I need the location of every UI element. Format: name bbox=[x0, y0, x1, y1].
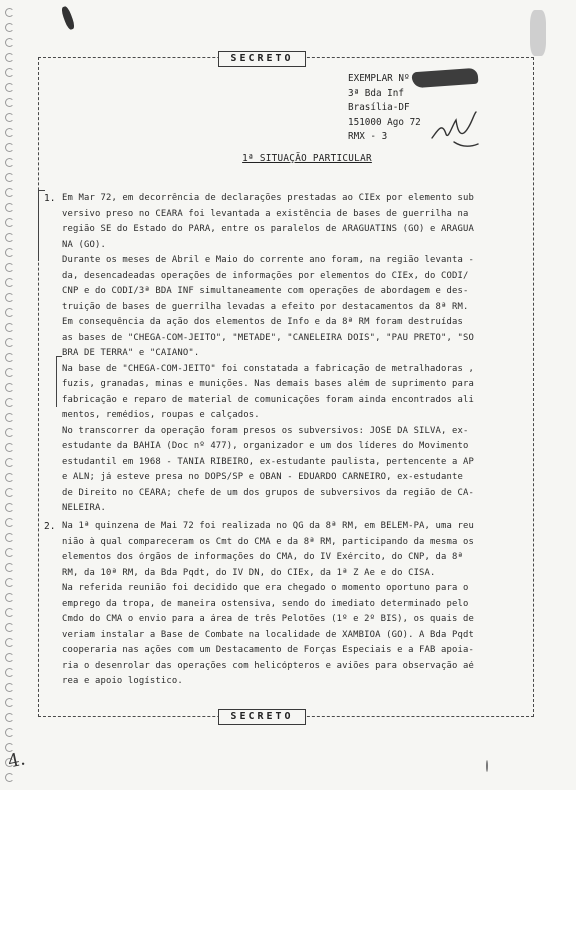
binding-ring bbox=[5, 8, 14, 17]
binding-ring bbox=[5, 623, 14, 632]
binding-ring bbox=[5, 293, 14, 302]
binding-ring bbox=[5, 713, 14, 722]
binding-ring bbox=[5, 308, 14, 317]
ink-mark bbox=[486, 760, 488, 772]
datetime-label: 151000 Ago 72 bbox=[348, 116, 421, 128]
binding-ring bbox=[5, 698, 14, 707]
paragraph-number: 1. bbox=[44, 193, 56, 204]
binding-ring bbox=[5, 68, 14, 77]
binding-ring bbox=[5, 128, 14, 137]
text-line: cooperaria nas ações com um Destacamento de Forças Especiais e a FAB apoia- bbox=[62, 645, 474, 655]
text-line: mentos, remédios, roupas e calçados. bbox=[62, 410, 260, 420]
text-line: de Direito no CEARÁ; chefe de um dos grupos de subversivos da região de CA- bbox=[62, 487, 474, 498]
text-line: elementos dos órgãos de informações do CMA, do IV Exército, do CNP, da 8ª bbox=[62, 552, 464, 562]
binding-ring bbox=[5, 263, 14, 272]
binding-ring bbox=[5, 248, 14, 257]
binding-ring bbox=[5, 323, 14, 332]
text-line: RM, da 10ª RM, da Bda Pqdt, do IV DN, do CIEx, da 1ª Z Ae e do CISA. bbox=[62, 567, 436, 578]
text-line: truição de bases de guerrilha levadas a efeito por destacamentos da 8ª RM. bbox=[62, 301, 469, 312]
binding-ring bbox=[5, 503, 14, 512]
section-title: 1ª SITUAÇÃO PARTICULAR bbox=[242, 153, 372, 164]
classification-stamp-top: SECRETO bbox=[218, 51, 306, 67]
text-line: estudantil em 1968 - TÂNIA RIBEIRO, ex-estudante paulista, pertencente a AP bbox=[62, 456, 474, 467]
binding-ring bbox=[5, 488, 14, 497]
text-line: fabricação e reparo de material de comunicações foram ainda encontrados ali bbox=[62, 394, 474, 405]
binding-ring bbox=[5, 413, 14, 422]
reference-label: RMX - 3 bbox=[348, 131, 388, 142]
binding-ring bbox=[5, 683, 14, 692]
city-label: Brasília-DF bbox=[348, 102, 410, 113]
binding-ring bbox=[5, 353, 14, 362]
binding-ring bbox=[5, 173, 14, 182]
text-line: região SE do Estado do PARÁ, entre os paralelos de ARAGUATINS (GO) e ARAGUA bbox=[62, 224, 474, 234]
text-line: CNP e do CODI/3ª BDA INF simultaneamente com operações de abordagem e des- bbox=[62, 286, 469, 296]
binding-ring bbox=[5, 668, 14, 677]
binding-ring bbox=[5, 458, 14, 467]
binding-ring bbox=[5, 593, 14, 602]
text-line: NELEIRA. bbox=[62, 503, 106, 513]
text-line: veriam instalar a Base de Combate na localidade de XAMBIOÁ (GO). A Bda Pqdt bbox=[62, 629, 474, 640]
binding-ring bbox=[5, 518, 14, 527]
text-line: Cmdo do CMA o envio para a área de três Pelotões (1º e 2º BIS), os quais de bbox=[62, 614, 474, 624]
binding-ring bbox=[5, 548, 14, 557]
binding-ring bbox=[5, 578, 14, 587]
text-line: da, desencadeadas operações de informações por elementos do CIEx, do CODI/ bbox=[62, 270, 469, 281]
text-line: Durante os meses de Abril e Maio do corrente ano foram, na região levanta - bbox=[62, 255, 474, 265]
binding-ring bbox=[5, 473, 14, 482]
page-mark: 4. bbox=[6, 748, 28, 773]
document-header bbox=[348, 72, 421, 145]
binding-ring bbox=[5, 143, 14, 152]
binding-ring bbox=[5, 38, 14, 47]
exemplar-label: EXEMPLAR Nº bbox=[348, 73, 410, 84]
binding-ring bbox=[5, 638, 14, 647]
text-line: Na 1ª quinzena de Mai 72 foi realizada no QG da 8ª RM, em BELÉM-PA, uma reu bbox=[62, 521, 474, 531]
text-line: Na referida reunião foi decidido que era chegado o momento oportuno para o bbox=[62, 583, 469, 593]
classification-stamp-bottom: SECRETO bbox=[218, 709, 306, 725]
text-line: nião à qual compareceram os Cmt do CMA e da 8ª RM, participando da mesma os bbox=[62, 536, 474, 547]
binding-ring bbox=[5, 188, 14, 197]
binding-ring bbox=[5, 383, 14, 392]
binding-ring bbox=[5, 653, 14, 662]
binding-ring bbox=[5, 233, 14, 242]
binding-ring bbox=[5, 53, 14, 62]
text-line: BRA DE TERRA" e "CAIANO". bbox=[62, 348, 200, 358]
text-line: NA (GO). bbox=[62, 239, 106, 250]
text-line: ria o desenrolar das operações com helicópteros e aviões para observação aé bbox=[62, 660, 474, 671]
text-line: as bases de "CHEGA-COM-JEITO", "METADE", "CANELEIRA DOIS", "PAU PRETO", "SO bbox=[62, 332, 474, 343]
ink-mark bbox=[60, 5, 76, 30]
text-line: rea e apoio logístico. bbox=[62, 676, 183, 686]
unit-label: 3ª Bda Inf bbox=[348, 87, 404, 99]
binding-ring bbox=[5, 443, 14, 452]
text-line: Em Mar 72, em decorrência de declarações prestadas ao CIEx por elemento sub bbox=[62, 193, 474, 203]
binding-ring bbox=[5, 338, 14, 347]
text-line: e ALN; já esteve presa no DOPS/SP e OBAN - EDUARDO CARNEIRO, ex-estudante bbox=[62, 472, 464, 482]
scan-shadow bbox=[530, 10, 546, 56]
text-line: versivo preso no CEARÁ foi levantada a existência de bases de guerrilha na bbox=[62, 208, 469, 219]
text-line: Em consequência da ação dos elementos de Info e da 8ª RM foram destruídas bbox=[62, 317, 464, 327]
binding-ring bbox=[5, 608, 14, 617]
binding-ring bbox=[5, 368, 14, 377]
binding-ring bbox=[5, 533, 14, 542]
binding-ring bbox=[5, 563, 14, 572]
binding-ring bbox=[5, 83, 14, 92]
binding-ring bbox=[5, 23, 14, 32]
binding-ring bbox=[5, 428, 14, 437]
binding-ring bbox=[5, 773, 14, 782]
binding-holes bbox=[2, 0, 18, 790]
text-line: estudante da BAHIA (Doc nº 477), organizador e um dos líderes do Movimento bbox=[62, 441, 469, 451]
binding-ring bbox=[5, 278, 14, 287]
binding-ring bbox=[5, 398, 14, 407]
binding-ring bbox=[5, 203, 14, 212]
text-line: emprego da tropa, de maneira ostensiva, sendo do imediato determinado pelo bbox=[62, 598, 469, 609]
text-line: Na base de "CHEGA-COM-JEITO" foi constatada a fabricação de metralhadoras , bbox=[62, 363, 474, 374]
binding-ring bbox=[5, 218, 14, 227]
handwritten-signature bbox=[428, 108, 484, 152]
text-line: fuzis, granadas, minas e munições. Nas demais bases além de suprimento para bbox=[62, 379, 474, 389]
binding-ring bbox=[5, 113, 14, 122]
paragraph-number: 2. bbox=[44, 521, 56, 532]
binding-ring bbox=[5, 728, 14, 737]
binding-ring bbox=[5, 98, 14, 107]
text-line: No transcorrer da operação foram presos os subversivos: JOSÉ DA SILVA, ex- bbox=[62, 425, 469, 436]
